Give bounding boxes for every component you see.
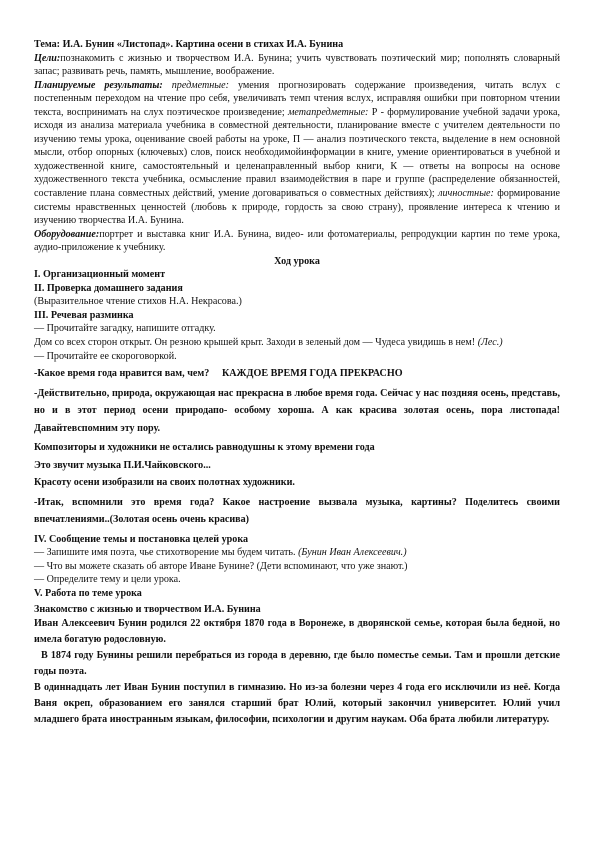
season-answer: КАЖДОЕ ВРЕМЯ ГОДА ПРЕКРАСНО xyxy=(221,368,403,380)
personal-results-text: формирование системы нравственных ценностей (любовь к природе, гордость за свою страну), проявление интереса к чтению и изучению творчества И.А. Бунина. xyxy=(34,188,560,227)
goals-text: познакомить с жизнью и творчеством И.А. Бунина; учить чувствовать поэтический мир; пополнять словарный запас; развивать речь, память, мышление, воображение. xyxy=(34,52,560,78)
personal-results-label: личностные: xyxy=(438,188,494,200)
topic-text: И.А. Бунин «Листопад». Картина осени в стихах И.А. Бунина xyxy=(62,39,344,50)
section-heading-2: II. Проверка домашнего задания xyxy=(34,282,183,294)
poet-task-line xyxy=(34,546,560,560)
equipment-paragraph xyxy=(34,228,560,255)
autumn-paragraph: -Действительно, природа, окружающая нас прекрасна в любое время года. Сейчас у нас поздняя осень, представь, но и в этот период осени природапо- особому хороша. А как красива золотая осень, пора листопада! Давайтевспомним эту пору. xyxy=(34,387,560,434)
riddle-text: Дом со всех сторон открыт. Он резною крышей крыт. Заходи в зеленый дом — Чудеса увидишь в нем! xyxy=(34,337,476,349)
riddle-paragraph xyxy=(34,336,560,350)
equipment-label: Оборудование: xyxy=(34,228,100,240)
goal-task: — Определите тему и цели урока. xyxy=(34,574,181,586)
homework-text: (Выразительное чтение стихов Н.А. Некрасова.) xyxy=(34,296,242,308)
bio-paragraph-3: В одиннадцать лет Иван Бунин поступил в гимназию. Но из-за болезни через 4 года его исключили из неё. Когда Ваня окреп, образованием его занялся старший брат Юлий, который закончил университет. Юлий учил младшего брата иностранным языкам, философии, психологии и другим наукам. Оба брата любили литературу. xyxy=(34,682,560,726)
riddle-task: — Прочитайте загадку, напишите отгадку. xyxy=(34,323,216,335)
painters-line: Красоту осени изобразили на своих полотнах художники. xyxy=(34,477,295,489)
planned-results-label: Планируемые результаты: xyxy=(34,79,163,91)
music-line: Это звучит музыка П.И.Чайковского... xyxy=(34,459,211,471)
meta-results-text: Р - формулирование учебной задачи урока, исходя из анализа материала учебника в совместной деятельности, планирование вместе с учителем деятельности по изучению темы урока, оценивание своей работы на уроке, П — анализ поэтического текста, выделение в нем основной мысли, отбор опорных (ключевых) слов, поиск необходимойинформации в книге, умение ориентироваться в учебной и художественной книге, самостоятельный и целенаправленный выбор книги, К — ответы на вопросы на основе художественного текста учебника, осмысление правил взаимодействия в паре и группе (распределение обязанностей, составление плана совместных действий, умение договариваться о совместных действиях); xyxy=(34,106,561,200)
lesson-plan-page xyxy=(34,38,560,728)
subject-results-label: предметные: xyxy=(171,79,229,91)
riddle-answer: (Лес.) xyxy=(477,337,503,349)
patter-task: — Прочитайте ее скороговоркой. xyxy=(34,350,177,362)
bio-paragraph-1: Иван Алексеевич Бунин родился 22 октября 1870 года в Воронеже, в дворянской семье, которая была бедной, но имела богатую родословную. xyxy=(34,618,560,646)
topic-label: Тема: xyxy=(34,39,61,50)
poet-answer: (Бунин Иван Алексеевич.) xyxy=(298,547,407,559)
section-subheading-5: Знакомство с жизнью и творчеством И.А. Бунина xyxy=(34,603,261,615)
season-question-text: -Какое время года нравится вам, чем? xyxy=(34,368,210,380)
meta-results-label: метапредметные: xyxy=(287,106,369,118)
equipment-text: портрет и выставка книг И.А. Бунина, видео- или фотоматериалы, репродукции картин по теме урока, аудио-приложение к учебнику. xyxy=(34,228,560,254)
mood-question: -Итак, вспомнили это время года? Какое настроение вызвала музыка, картины? Поделитесь своими впечатлениями..(Золотая осень очень красива) xyxy=(34,496,560,526)
poet-task: — Запишите имя поэта, чье стихотворение мы будем читать. xyxy=(34,547,296,559)
section-heading-1: I. Организационный момент xyxy=(34,269,166,281)
goals-label: Цели: xyxy=(34,52,61,64)
bio-paragraph-2: В 1874 году Бунины решили перебраться из города в деревню, где было поместье семьи. Там и прошли детские годы поэта. xyxy=(34,650,560,678)
lesson-course-title: Ход урока xyxy=(274,255,320,267)
know-task: — Что вы можете сказать об авторе Иване Бунине? (Дети вспоминают, что уже знают.) xyxy=(34,560,408,572)
planned-results-paragraph xyxy=(34,79,560,228)
section-heading-5: V. Работа по теме урока xyxy=(34,588,142,599)
subject-results-text: умения прогнозировать содержание произведения, читать вслух с постепенным переходом на чтение про себя, увеличивать темп чтения вслух, исправляя ошибки при повторном чтении текста, воспринимать на слух поэтическое произведение; xyxy=(34,79,560,118)
season-question xyxy=(34,367,560,381)
goals-paragraph xyxy=(34,52,560,79)
section-heading-4: IV. Сообщение темы и постановка целей урока xyxy=(34,533,249,545)
section-heading-3: III. Речевая разминка xyxy=(34,309,134,321)
topic-line xyxy=(34,38,560,52)
composers-line: Композиторы и художники не остались равнодушны к этому времени года xyxy=(34,442,375,454)
